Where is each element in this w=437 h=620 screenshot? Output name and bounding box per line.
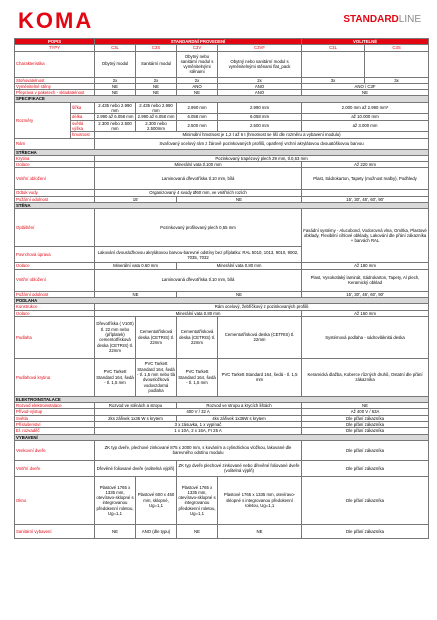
cell: 15', 30', 45', 60', 90' [302,196,429,202]
cell: 2x [136,77,177,83]
row-okno [15,476,429,524]
cell: Cementotřísková deska (CETRIS) tl. 22mm [218,316,302,358]
cell: ANO [177,83,218,89]
label: Podlahová krytina [15,358,95,396]
col-c3v: C3V [177,45,218,51]
col-v3s: C3S [365,45,429,51]
cell: ANO [218,90,302,96]
cell: NE [95,90,136,96]
typy-header: TYPY [15,45,95,51]
label: Přívod-výstup [15,409,95,415]
label: Vyměnitelné stěny [15,83,95,89]
popis-header: POPIS [15,39,95,45]
cell: ZK typ dveře plechové zinkované nebo dřevěné foliované dveře (volitelná výplň) [177,460,302,476]
cell: Cementotřísková deska (CETRIS) tl. 22mm [177,316,218,358]
label: Venkovní dveře [15,440,95,460]
label: Okno [15,476,95,524]
row-oplasteni [15,209,429,247]
cell: 2.990 mm [177,102,218,114]
row-podlahova-krytina [15,358,429,396]
cell: Minerální vata 0.80 mm [177,263,302,269]
cell: Až 220 mm [302,162,429,168]
sublabel: světlá výška [71,120,95,132]
cell: Obytný modul [95,51,136,77]
label: Příslušenství [15,422,95,428]
cell: Cementotřísková deska (CETRIS) tl. 22mm [136,316,177,358]
cell: NE [302,403,429,409]
label: Stohovatelnost [15,77,95,83]
label: Povrchová úprava [15,247,95,263]
std-header: STANDARDNÍ PROVEDENÍ [95,39,302,45]
label: Vnitřní obložení [15,269,95,291]
brand-light: LINE [398,14,421,25]
cell: Keramická dlažba, Koberce různých druhů, Ostatní dle přání zákazníka [302,358,429,396]
label: Světla [15,415,95,421]
label: Rám [15,138,95,149]
cell: Minerální vata 0.60 mm [95,263,177,269]
cell: NE [177,291,302,297]
row-vnitrni-stena [15,269,429,291]
row-vyska [15,120,429,132]
cell: 2x [177,77,218,83]
row-charakteristika [15,51,429,77]
cell: 6.058 mm [218,114,302,120]
section-title: STĚNA [15,203,429,209]
cell: 2.435 nebo 2.990 mm [95,102,136,114]
sublabel: délka [71,114,95,120]
cell: 2.500 mm [177,120,218,132]
cell: 2.300 nebo 2.500 mm [95,120,136,132]
cell: Dle přání zákazníka [302,422,429,428]
label: Konstrukce [15,304,95,310]
cell: Až 400 V / 63A [302,409,429,415]
cell: Rám ocelový, žebříčkový z pozinkovaných profilů [95,304,429,310]
label: Požární odolnost [15,196,95,202]
label: Charakteristika [15,51,95,77]
cell: Dle přání zákazníka [302,524,429,538]
cell: 2x [218,77,302,83]
cell: Minimální hmotnost je 1,2 t až 6 t (hmotnost se liší dle rozměru a vybavení modulu) [95,132,429,138]
cell: Obytný nebo sanitární modul s vyměnitelnými stěnami [177,51,218,77]
cell: 1 x 10A, 2 x 16A, FI 25 A [95,428,302,434]
cell: NE [177,90,218,96]
cell: až 3.000 mm [302,120,429,132]
cell: 15' [95,196,177,202]
cell: Rozvod ve stropu a krycích lištách [177,403,302,409]
cell: 2.990 mm [218,102,302,114]
cell: 400 V / 32 A [95,409,302,415]
label: Sanitární vybavení [15,524,95,538]
cell: Plast, Sádrokarton, Tapety (možnost malby), Podhledy [302,168,429,190]
label: Požární odolnost [15,291,95,297]
cell: PVC Tarkett Standard 164, šedá - tl. 1,5 mm [95,358,136,396]
cell: Až 180 mm [302,263,429,269]
standard-line-brand [343,14,421,25]
cell: 2x [95,77,136,83]
header [0,0,437,38]
row-podlaha [15,316,429,358]
cell: Dle přání zákazníka [302,440,429,460]
cell: Organizovaný 4 svody Ø60 mm, ve vnitřních rozích [95,190,302,196]
cell: Dřevotříska ( V100) tl. 22 mm nebo (příplatek) cementotřísková deska (CETRIS) tl. 22mm [95,316,136,358]
brand-bold: STANDARD [343,14,399,25]
cell: ANO [218,83,302,89]
cell: 2.000 mm až 2.990 mm* [302,102,429,114]
cell: NE [95,524,136,538]
spec-table [14,38,429,539]
cell: NE [136,90,177,96]
label: Přeprava v paketech - skladatelnost [15,90,95,96]
cell: 2.435 nebo 2.990 mm [136,102,177,114]
cell [365,51,429,77]
cell: 2ks zářivek 1x36 W s krytem [95,415,177,421]
section-title: VYBAVENÍ [15,434,429,440]
cell: 2.500 mm [218,120,302,132]
label: El. rozvaděč [15,428,95,434]
row-venkovni-dvere [15,440,429,460]
cell: NE [302,90,429,96]
cell: 2.990 až 6.058 mm [95,114,136,120]
cell: NE [177,196,302,202]
cell: Laminovaná dřevotříska tl.10 mm, bílá [95,269,302,291]
label: Vnitřní obložení [15,168,95,190]
cell: až 10.000 mm [302,114,429,120]
section-title: STŘECHA [15,149,429,155]
row-vnitrni-dvere [15,460,429,476]
cell: PVC Tarkett Standard 164, šedá - tl. 1,5 mm [218,358,302,396]
cell: Dle přání zákazníka [302,415,429,421]
cell: Rozvod ve stěnách a stropu [95,403,177,409]
label: Izolace [15,162,95,168]
cell: 6.058 mm [177,114,218,120]
cell: Sanitární modul [136,51,177,77]
cell: Laminovaná dřevotříska tl.10 mm, bílá [95,168,302,190]
cell: Plastové 1765 x 1335 mm, otevíravo-sklopné s integrovanou předokenní roletou, Ug=1,1 [95,476,136,524]
cell: 3x [302,77,365,83]
cell: Minerální vata 0.80 mm [95,310,302,316]
row-ram [15,138,429,149]
cell: Svařovaný ocelový rám z žárově pozinkovaných profilů, opatřený vrchní akrylátovou dvouatóškovou barvou [95,138,429,149]
cell: Dřevěné foliované dveře (volitelná výplň) [95,460,177,476]
label: Podlaha [15,316,95,358]
cell [302,51,365,77]
cell: Dle přání zákazníka [302,460,429,476]
cell: Plast, Vysokotlaký laminát, Sádrokarton, Tapety, Al plech, Keramický obklad [302,269,429,291]
cell: ZK typ dveře, plechové zinkované 875 x 2000 mm, s kováním a cylindrickou vložkou, lakované dle barevného odstínu modulu [95,440,302,460]
row-sanitarni [15,524,429,538]
section-title: PODLAHA [15,297,429,303]
cell: Plastové 1765 x 1335 mm, otevíravo-sklopné s integrovanou předokenní roletou, Ug=1,1 [177,476,218,524]
section-title: SPECIFIKACE [15,96,429,102]
label: Opláštění [15,209,95,247]
cell: Obytný nebo sanitární modul s vyměnitelnými stěnami flat_pack [218,51,302,77]
cell: Plastové 600 x 450 mm, sklopné, Ug=1,1 [136,476,177,524]
cell: NE [136,83,177,89]
cell: Fasádní systémy - Alucobond, Vodorovná vlna, Omítka, Plastové obklady, Flexibilní cihlové obklady, Lakování dle přání zákazníka + barvách RAL [302,209,429,263]
sublabel: hmotnost [71,132,95,138]
cell: 2.300 nebo 2.500mm [136,120,177,132]
label: Rozměry [15,102,71,138]
cell: ANO / C3F [302,83,429,89]
cell: Pozinkovaný trapézový plech 29 mm, tl.0,63 mm [95,155,429,161]
section-title: ELEKTROINSTALACE [15,396,429,402]
cell: Dle přání zákazníka [302,476,429,524]
col-v3l: C3L [302,45,365,51]
cell: 3x [365,77,429,83]
cell: Systémová podlaha - sádrovláknitá deska [302,316,429,358]
cell: PVC Tarkett Standard 164, šedá - tl. 1,5 mm nebo tlá dvousložková vodovzdorná podlaha [136,358,177,396]
row-sirka [15,102,429,114]
cell: 3 x zásuvka, 1 x vypínač [95,422,302,428]
cell: Pozinkovaný profilovaný plech 0,55 mm [95,209,302,247]
row-vnitrni-strecha [15,168,429,190]
vol-header: VOLITELNÉ [302,39,429,45]
cell: 15', 30', 45', 60', 90' [302,291,429,297]
label: Krytina [15,155,95,161]
cell: Až 160 mm [302,310,429,316]
label: Vnitřní dveře [15,460,95,476]
col-c3vf: C3VF [218,45,302,51]
label: Izolace [15,263,95,269]
col-c3s: C3S [136,45,177,51]
sublabel: šířka [71,102,95,114]
cell: NE [218,524,302,538]
cell: ANO (dle typu) [136,524,177,538]
koma-logo: KOMA [18,8,94,33]
cell: 2.990 až 6.058 mm [136,114,177,120]
cell: NE [95,83,136,89]
cell: Dle přání zákazníka [302,428,429,434]
cell: 4ks zářivek 1x36W s krytem [177,415,302,421]
label: Rozvod elektroinstalace [15,403,95,409]
cell: NE [95,291,177,297]
cell: Minerální vata tl.100 mm [95,162,302,168]
cell: Lakování dvousložkovou akrylátovou barvou-barevné odstíny bez příplatku: RAL 5010, 1013, 9010, 9002, 7035, 7032 [95,247,302,263]
label: Izolace [15,310,95,316]
col-c3l: C3L [95,45,136,51]
cell: NE [177,524,218,538]
label: Odtok vody [15,190,95,196]
cell: PVC Tarkett Standard 164, šedá - tl. 1,5 mm [177,358,218,396]
cell: Plastové 1765 x 1335 mm, otevíravo-sklopné s integrovanou předokenní roletou, Ug=1,1 [218,476,302,524]
